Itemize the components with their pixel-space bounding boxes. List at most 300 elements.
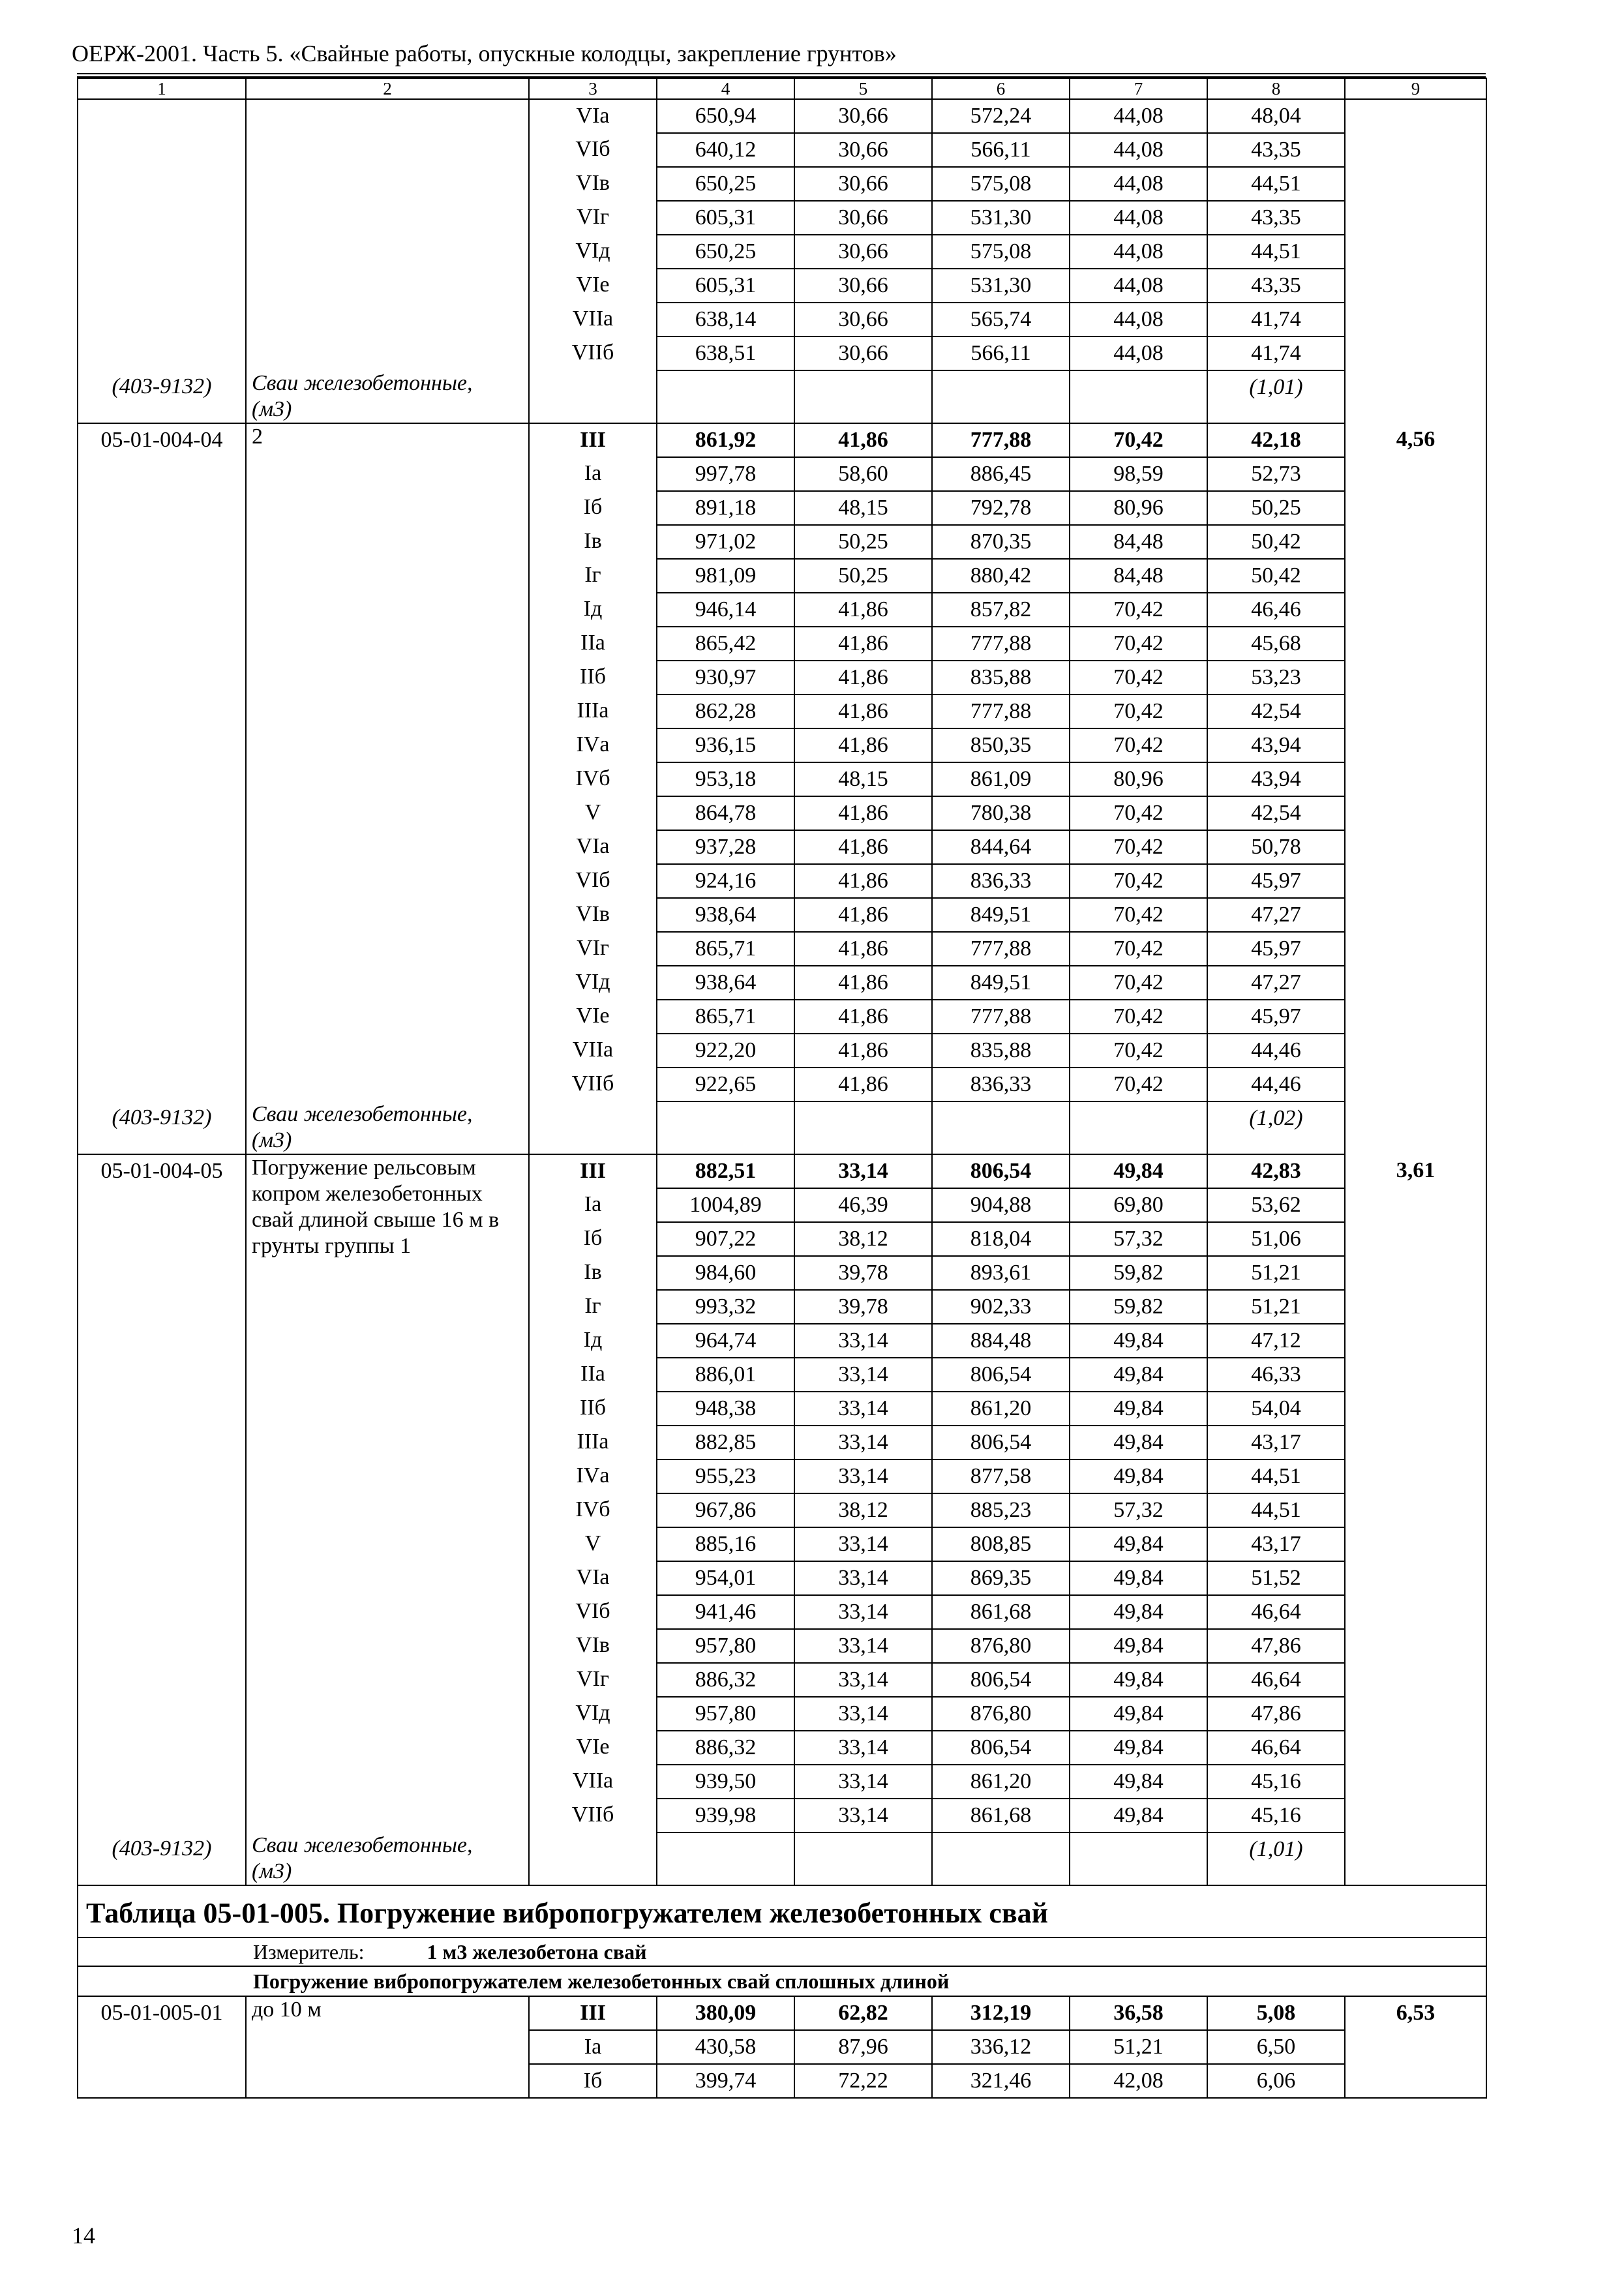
material-reference-row — [78, 1833, 1486, 1885]
rate-value: 41,86 — [794, 695, 932, 728]
rate-value: 47,12 — [1207, 1324, 1345, 1358]
rate-value: 877,58 — [932, 1459, 1070, 1493]
rate-value: 964,74 — [657, 1324, 794, 1358]
rate-value: 30,66 — [794, 303, 932, 337]
rate-value: 70,42 — [1070, 661, 1207, 695]
labor-value: 4,56 — [1345, 423, 1486, 1154]
rate-value: 46,46 — [1207, 593, 1345, 627]
soil-zone: VIд — [529, 235, 657, 269]
rate-value: 861,20 — [932, 1392, 1070, 1426]
rate-value: 42,54 — [1207, 796, 1345, 830]
rate-value: 939,98 — [657, 1799, 794, 1833]
rate-value: 44,46 — [1207, 1034, 1345, 1068]
rate-value: 907,22 — [657, 1222, 794, 1256]
soil-zone: Iб — [529, 491, 657, 525]
rate-value: 777,88 — [932, 932, 1070, 966]
rate-value: 650,25 — [657, 167, 794, 201]
rate-value: 44,08 — [1070, 303, 1207, 337]
rate-value: 984,60 — [657, 1256, 794, 1290]
rate-value: 880,42 — [932, 559, 1070, 593]
rate-value: 44,08 — [1070, 167, 1207, 201]
soil-zone: III — [529, 423, 657, 457]
material-code: (403-9132) — [78, 370, 246, 423]
rate-value: 1004,89 — [657, 1188, 794, 1222]
soil-zone: IIа — [529, 1358, 657, 1392]
rate-value: 41,86 — [794, 898, 932, 932]
rate-value: 640,12 — [657, 133, 794, 167]
rate-value: 941,46 — [657, 1595, 794, 1629]
rate-value: 957,80 — [657, 1629, 794, 1663]
rate-value: 566,11 — [932, 133, 1070, 167]
soil-zone: III — [529, 1996, 657, 2030]
rate-value: 33,14 — [794, 1459, 932, 1493]
rate-value: 33,14 — [794, 1358, 932, 1392]
page-header: ОЕРЖ-2001. Часть 5. «Свайные работы, опускные колодцы, закрепление грунтов» — [72, 40, 897, 67]
soil-zone: Iб — [529, 1222, 657, 1256]
rate-value: 575,08 — [932, 235, 1070, 269]
rate-value: 47,86 — [1207, 1629, 1345, 1663]
soil-zone: Iд — [529, 1324, 657, 1358]
rate-value: 865,42 — [657, 627, 794, 661]
material-name — [246, 1833, 529, 1885]
rate-value: 41,86 — [794, 627, 932, 661]
rate-value: 638,14 — [657, 303, 794, 337]
table-subtitle: Погружение вибропогружателем железобетонных свай сплошных длиной — [78, 1966, 1486, 1996]
soil-zone: VIд — [529, 1697, 657, 1731]
rate-value: 939,50 — [657, 1765, 794, 1799]
rate-value: 922,20 — [657, 1034, 794, 1068]
rate-value: 45,16 — [1207, 1799, 1345, 1833]
rate-value: 967,86 — [657, 1493, 794, 1527]
rate-value: 777,88 — [932, 423, 1070, 457]
rate-value: 33,14 — [794, 1426, 932, 1459]
rate-value: 835,88 — [932, 661, 1070, 695]
rate-value: 857,82 — [932, 593, 1070, 627]
rate-value: 46,64 — [1207, 1663, 1345, 1697]
rate-value: 792,78 — [932, 491, 1070, 525]
rate-value: 850,35 — [932, 728, 1070, 762]
rate-value: 806,54 — [932, 1663, 1070, 1697]
rate-value: 70,42 — [1070, 1034, 1207, 1068]
rate-value: 33,14 — [794, 1561, 932, 1595]
rate-value: 836,33 — [932, 1068, 1070, 1101]
subtitle-row — [78, 1966, 1486, 1996]
rate-value: 865,71 — [657, 932, 794, 966]
rate-value: 44,51 — [1207, 235, 1345, 269]
rate-value: 59,82 — [1070, 1290, 1207, 1324]
rate-value: 44,51 — [1207, 1493, 1345, 1527]
rate-value: 41,74 — [1207, 303, 1345, 337]
soil-zone: VIа — [529, 99, 657, 133]
soil-zone: VIе — [529, 269, 657, 303]
meter-cell — [78, 1937, 1486, 1966]
rate-value: 30,66 — [794, 133, 932, 167]
rate-value: 806,54 — [932, 1731, 1070, 1765]
rate-value: 33,14 — [794, 1154, 932, 1188]
rate-value: 46,33 — [1207, 1358, 1345, 1392]
rate-value: 84,48 — [1070, 525, 1207, 559]
rate-value: 70,42 — [1070, 796, 1207, 830]
soil-zone: VIIб — [529, 1799, 657, 1833]
rate-value: 41,86 — [794, 593, 932, 627]
rate-value: 70,42 — [1070, 423, 1207, 457]
labor-value — [1345, 99, 1486, 423]
meter-row — [78, 1937, 1486, 1966]
rate-value: 957,80 — [657, 1697, 794, 1731]
rate-value: 49,84 — [1070, 1392, 1207, 1426]
rate-value: 70,42 — [1070, 593, 1207, 627]
rate-value: 49,84 — [1070, 1799, 1207, 1833]
material-name-text: Сваи железобетонные, — [252, 1102, 473, 1126]
table-title: Таблица 05-01-005. Погружение вибропогружателем железобетонных свай — [78, 1885, 1486, 1937]
soil-zone: VIд — [529, 966, 657, 1000]
soil-zone: IVб — [529, 762, 657, 796]
rate-value: 49,84 — [1070, 1527, 1207, 1561]
rate-value: 937,28 — [657, 830, 794, 864]
rate-value: 50,25 — [794, 559, 932, 593]
rate-value: 70,42 — [1070, 864, 1207, 898]
rate-value: 41,86 — [794, 1034, 932, 1068]
rate-value: 861,68 — [932, 1799, 1070, 1833]
rate-description: 2 — [246, 423, 529, 1101]
rate-value: 70,42 — [1070, 695, 1207, 728]
rate-value: 876,80 — [932, 1697, 1070, 1731]
rate-value: 844,64 — [932, 830, 1070, 864]
soil-zone: VIе — [529, 1000, 657, 1034]
rate-value: 33,14 — [794, 1595, 932, 1629]
material-reference-row — [78, 370, 1486, 423]
rate-value: 45,16 — [1207, 1765, 1345, 1799]
rate-value: 47,86 — [1207, 1697, 1345, 1731]
rate-value: 808,85 — [932, 1527, 1070, 1561]
rate-value: 885,23 — [932, 1493, 1070, 1527]
rate-value: 48,15 — [794, 762, 932, 796]
rate-value: 44,08 — [1070, 133, 1207, 167]
rate-value: 87,96 — [794, 2030, 932, 2064]
soil-zone: VIг — [529, 201, 657, 235]
rate-value: 49,84 — [1070, 1561, 1207, 1595]
rate-value: 953,18 — [657, 762, 794, 796]
rate-value: 312,19 — [932, 1996, 1070, 2030]
rate-value: 882,85 — [657, 1426, 794, 1459]
column-number: 6 — [932, 78, 1070, 99]
rate-value: 806,54 — [932, 1154, 1070, 1188]
rate-value: 531,30 — [932, 201, 1070, 235]
rate-value: 46,64 — [1207, 1595, 1345, 1629]
rate-value: 57,32 — [1070, 1493, 1207, 1527]
soil-zone: Iг — [529, 559, 657, 593]
rate-value: 70,42 — [1070, 932, 1207, 966]
rate-value: 638,51 — [657, 337, 794, 370]
column-number: 4 — [657, 78, 794, 99]
soil-zone: IIб — [529, 1392, 657, 1426]
rate-value: 41,86 — [794, 1068, 932, 1101]
rate-value: 50,78 — [1207, 830, 1345, 864]
rate-value: 575,08 — [932, 167, 1070, 201]
rate-value: 836,33 — [932, 864, 1070, 898]
rate-value: 41,86 — [794, 830, 932, 864]
rate-value: 53,23 — [1207, 661, 1345, 695]
rate-value: 39,78 — [794, 1290, 932, 1324]
rate-value: 70,42 — [1070, 1000, 1207, 1034]
rate-code — [78, 99, 246, 370]
table-title-row — [78, 1885, 1486, 1937]
rate-value: 49,84 — [1070, 1324, 1207, 1358]
rate-value: 41,86 — [794, 728, 932, 762]
rate-value: 993,32 — [657, 1290, 794, 1324]
rate-value: 38,12 — [794, 1222, 932, 1256]
material-code: (403-9132) — [78, 1101, 246, 1154]
rate-value: 41,86 — [794, 932, 932, 966]
rate-value: 849,51 — [932, 898, 1070, 932]
rate-code: 05-01-004-05 — [78, 1154, 246, 1833]
soil-zone: VIIб — [529, 337, 657, 370]
rate-value: 806,54 — [932, 1426, 1070, 1459]
soil-zone: VIб — [529, 1595, 657, 1629]
rate-code: 05-01-005-01 — [78, 1996, 246, 2098]
rate-value: 43,17 — [1207, 1426, 1345, 1459]
rate-value: 42,18 — [1207, 423, 1345, 457]
rate-value: 948,38 — [657, 1392, 794, 1426]
rate-description — [246, 99, 529, 370]
soil-zone: VIIа — [529, 303, 657, 337]
rate-value: 42,08 — [1070, 2064, 1207, 2098]
rate-value: 48,15 — [794, 491, 932, 525]
material-name-text: Сваи железобетонные, — [252, 371, 473, 395]
rate-value: 861,68 — [932, 1595, 1070, 1629]
rate-value: 922,65 — [657, 1068, 794, 1101]
rate-value: 58,60 — [794, 457, 932, 491]
rate-value: 53,62 — [1207, 1188, 1345, 1222]
rate-value: 49,84 — [1070, 1426, 1207, 1459]
rate-value: 42,54 — [1207, 695, 1345, 728]
material-name — [246, 1101, 529, 1154]
labor-value: 3,61 — [1345, 1154, 1486, 1885]
rate-value: 72,22 — [794, 2064, 932, 2098]
material-coefficient: (1,01) — [1207, 1833, 1345, 1885]
rate-value: 43,35 — [1207, 133, 1345, 167]
rate-value: 70,42 — [1070, 1068, 1207, 1101]
rate-value: 399,74 — [657, 2064, 794, 2098]
rate-value: 43,17 — [1207, 1527, 1345, 1561]
soil-zone: VIб — [529, 133, 657, 167]
soil-zone: IIа — [529, 627, 657, 661]
rate-value: 30,66 — [794, 201, 932, 235]
rate-value: 882,51 — [657, 1154, 794, 1188]
column-number: 5 — [794, 78, 932, 99]
rate-value: 44,46 — [1207, 1068, 1345, 1101]
rate-value: 893,61 — [932, 1256, 1070, 1290]
rate-value: 5,08 — [1207, 1996, 1345, 2030]
rate-value: 997,78 — [657, 457, 794, 491]
rate-value: 48,04 — [1207, 99, 1345, 133]
rate-value: 41,86 — [794, 423, 932, 457]
rate-value: 6,50 — [1207, 2030, 1345, 2064]
soil-zone: Iб — [529, 2064, 657, 2098]
rate-value: 49,84 — [1070, 1595, 1207, 1629]
rate-value: 806,54 — [932, 1358, 1070, 1392]
rate-value: 886,45 — [932, 457, 1070, 491]
rate-value: 930,97 — [657, 661, 794, 695]
rate-value: 70,42 — [1070, 966, 1207, 1000]
rate-value: 43,94 — [1207, 728, 1345, 762]
soil-zone: VIе — [529, 1731, 657, 1765]
rate-code: 05-01-004-04 — [78, 423, 246, 1101]
rate-value: 876,80 — [932, 1629, 1070, 1663]
rate-value: 30,66 — [794, 235, 932, 269]
material-name — [246, 370, 529, 423]
soil-zone: VIв — [529, 167, 657, 201]
material-reference-row — [78, 1101, 1486, 1154]
column-number: 9 — [1345, 78, 1486, 99]
rate-value: 33,14 — [794, 1663, 932, 1697]
rate-value: 971,02 — [657, 525, 794, 559]
rate-value: 849,51 — [932, 966, 1070, 1000]
rate-value: 50,25 — [794, 525, 932, 559]
rate-value: 33,14 — [794, 1731, 932, 1765]
rate-value: 41,74 — [1207, 337, 1345, 370]
rate-value: 49,84 — [1070, 1731, 1207, 1765]
rate-value: 321,46 — [932, 2064, 1070, 2098]
rate-value: 777,88 — [932, 695, 1070, 728]
rate-value: 650,25 — [657, 235, 794, 269]
soil-zone: VIг — [529, 1663, 657, 1697]
rate-value: 70,42 — [1070, 728, 1207, 762]
rate-value: 41,86 — [794, 796, 932, 830]
rate-value: 891,18 — [657, 491, 794, 525]
column-number: 8 — [1207, 78, 1345, 99]
soil-zone: VIг — [529, 932, 657, 966]
column-number-row — [78, 78, 1486, 99]
table-row — [78, 1154, 1486, 1188]
soil-zone: V — [529, 1527, 657, 1561]
column-number: 3 — [529, 78, 657, 99]
rate-value: 33,14 — [794, 1629, 932, 1663]
rate-value: 50,25 — [1207, 491, 1345, 525]
rate-value: 41,86 — [794, 661, 932, 695]
rate-value: 49,84 — [1070, 1629, 1207, 1663]
soil-zone: Iв — [529, 525, 657, 559]
rate-value: 44,51 — [1207, 167, 1345, 201]
page-number: 14 — [72, 2222, 95, 2249]
soil-zone: VIа — [529, 1561, 657, 1595]
rate-value: 46,64 — [1207, 1731, 1345, 1765]
rate-value: 380,09 — [657, 1996, 794, 2030]
soil-zone: Iа — [529, 2030, 657, 2064]
meter-value: 1 м3 железобетона свай — [427, 1940, 647, 1964]
rate-value: 870,35 — [932, 525, 1070, 559]
header-rule — [77, 73, 1486, 74]
rate-value: 44,51 — [1207, 1459, 1345, 1493]
rate-value: 650,94 — [657, 99, 794, 133]
rate-value: 49,84 — [1070, 1358, 1207, 1392]
rate-value: 47,27 — [1207, 966, 1345, 1000]
rate-value: 44,08 — [1070, 269, 1207, 303]
rate-value: 57,32 — [1070, 1222, 1207, 1256]
rate-value: 69,80 — [1070, 1188, 1207, 1222]
rates-table — [77, 78, 1487, 2099]
soil-zone: IVа — [529, 1459, 657, 1493]
soil-zone: III — [529, 1154, 657, 1188]
meter-label: Измеритель: — [253, 1940, 365, 1964]
rate-value: 45,97 — [1207, 864, 1345, 898]
rate-value: 886,32 — [657, 1663, 794, 1697]
rate-value: 52,73 — [1207, 457, 1345, 491]
rate-value: 981,09 — [657, 559, 794, 593]
material-coefficient: (1,01) — [1207, 370, 1345, 423]
rate-value: 862,28 — [657, 695, 794, 728]
rate-value: 41,86 — [794, 966, 932, 1000]
rate-value: 572,24 — [932, 99, 1070, 133]
rate-value: 818,04 — [932, 1222, 1070, 1256]
rate-value: 605,31 — [657, 269, 794, 303]
rate-value: 41,86 — [794, 864, 932, 898]
rate-value: 605,31 — [657, 201, 794, 235]
rate-value: 47,27 — [1207, 898, 1345, 932]
rate-value: 938,64 — [657, 898, 794, 932]
rate-value: 864,78 — [657, 796, 794, 830]
rate-value: 861,09 — [932, 762, 1070, 796]
rate-value: 44,08 — [1070, 201, 1207, 235]
soil-zone: VIа — [529, 830, 657, 864]
table-row — [78, 99, 1486, 133]
rate-value: 84,48 — [1070, 559, 1207, 593]
rate-value: 902,33 — [932, 1290, 1070, 1324]
rate-value: 835,88 — [932, 1034, 1070, 1068]
rate-value: 50,42 — [1207, 559, 1345, 593]
soil-zone: VIв — [529, 898, 657, 932]
rate-value: 30,66 — [794, 269, 932, 303]
soil-zone: Iг — [529, 1290, 657, 1324]
table-row — [78, 423, 1486, 457]
soil-zone: V — [529, 796, 657, 830]
rate-value: 865,71 — [657, 1000, 794, 1034]
rate-value: 49,84 — [1070, 1459, 1207, 1493]
rate-description: Погружение рельсовым копром железобетонных свай длиной свыше 16 м в грунты группы 1 — [246, 1154, 529, 1833]
soil-zone: IIIа — [529, 695, 657, 728]
rate-value: 49,84 — [1070, 1663, 1207, 1697]
material-unit: (м3) — [252, 1859, 292, 1883]
rate-value: 44,08 — [1070, 337, 1207, 370]
rate-value: 43,35 — [1207, 201, 1345, 235]
rate-value: 46,39 — [794, 1188, 932, 1222]
rate-value: 6,06 — [1207, 2064, 1345, 2098]
rate-value: 869,35 — [932, 1561, 1070, 1595]
rate-value: 70,42 — [1070, 627, 1207, 661]
rate-value: 30,66 — [794, 99, 932, 133]
rate-value: 531,30 — [932, 269, 1070, 303]
rate-value: 36,58 — [1070, 1996, 1207, 2030]
rate-value: 938,64 — [657, 966, 794, 1000]
rate-value: 45,97 — [1207, 1000, 1345, 1034]
rate-value: 80,96 — [1070, 762, 1207, 796]
rate-value: 886,32 — [657, 1731, 794, 1765]
rate-value: 861,20 — [932, 1765, 1070, 1799]
rate-value: 33,14 — [794, 1392, 932, 1426]
rate-value: 336,12 — [932, 2030, 1070, 2064]
table-row — [78, 1996, 1486, 2030]
rate-value: 946,14 — [657, 593, 794, 627]
column-number: 7 — [1070, 78, 1207, 99]
material-name-text: Сваи железобетонные, — [252, 1833, 473, 1857]
rate-value: 51,21 — [1207, 1290, 1345, 1324]
rate-value: 430,58 — [657, 2030, 794, 2064]
rate-value: 49,84 — [1070, 1154, 1207, 1188]
material-unit: (м3) — [252, 397, 292, 421]
rate-value: 44,08 — [1070, 99, 1207, 133]
soil-zone: VIIа — [529, 1034, 657, 1068]
rate-value: 49,84 — [1070, 1765, 1207, 1799]
